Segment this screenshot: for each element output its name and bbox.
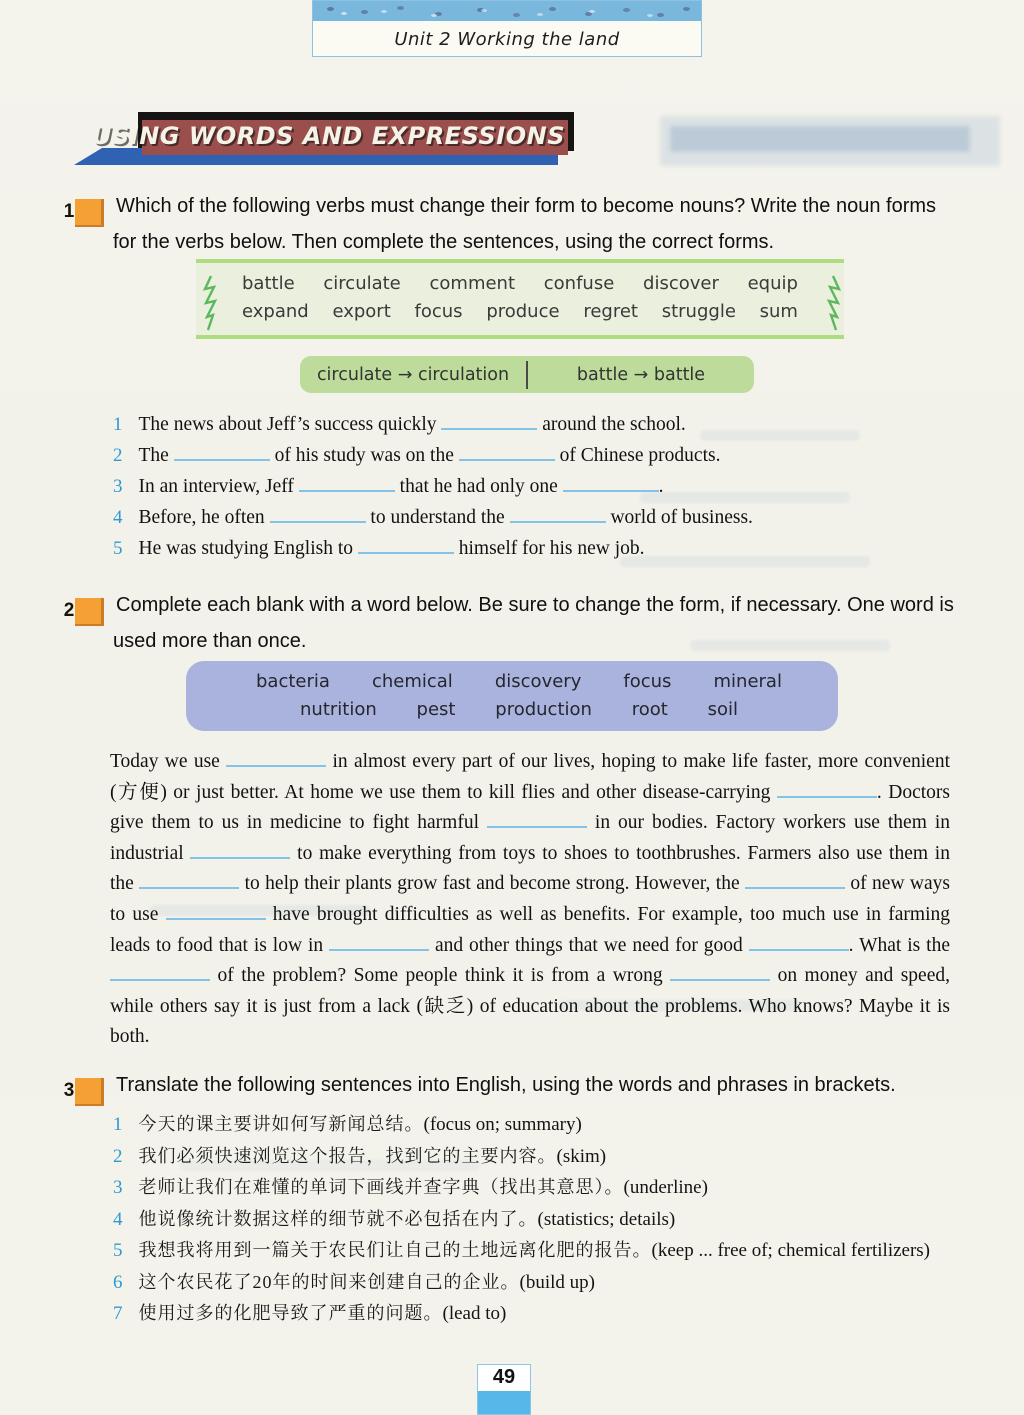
blank-line bbox=[166, 912, 266, 920]
sentence-number: 2 bbox=[113, 445, 123, 466]
sentence-text: world of business. bbox=[605, 507, 753, 528]
exercise1-example-box bbox=[300, 356, 754, 393]
hint-phrase: (statistics; details) bbox=[537, 1208, 676, 1230]
paragraph-text: on money and speed, while others say it is just from a lack (缺乏) of education about the problems. Who knows? Maybe it is both. bbox=[110, 965, 950, 1048]
chinese-sentence: 使用过多的化肥导致了严重的问题。 bbox=[138, 1303, 443, 1323]
chinese-sentence: 他说像统计数据这样的细节就不必包括在内了。 bbox=[138, 1208, 538, 1229]
word-bank-item: produce bbox=[486, 301, 560, 322]
sentence bbox=[113, 476, 973, 507]
word-bank-item: focus bbox=[623, 671, 672, 692]
section-title: USING WORDS AND EXPRESSIONS bbox=[92, 122, 565, 150]
word-bank-item: nutrition bbox=[300, 699, 377, 720]
sentence-text: He was studying English to bbox=[138, 538, 358, 559]
sentence-number: 4 bbox=[113, 507, 123, 528]
hint-phrase: (lead to) bbox=[442, 1303, 507, 1324]
sentence-text: around the school. bbox=[537, 414, 686, 435]
word-bank-item: struggle bbox=[661, 301, 736, 322]
exercise3-items bbox=[113, 1110, 993, 1331]
paragraph-text: have brought difficulties as well as benefits. For example, too much use in farming leads to food that is low in bbox=[110, 903, 950, 956]
exercise2-instruction: Complete each blank with a word below. Be sure to change the form, if necessary. One word is used more than once. bbox=[113, 594, 954, 652]
hint-phrase: (focus on; summary) bbox=[423, 1114, 582, 1135]
blank-line bbox=[190, 851, 290, 859]
sentence-text: himself for his new job. bbox=[453, 538, 645, 559]
page-number-box bbox=[477, 1364, 531, 1415]
word-bank-item: discovery bbox=[494, 671, 582, 692]
paragraph-text: and other things that we need for good bbox=[429, 934, 749, 956]
paragraph-text: . Doctors give them to us in medicine to fight harmful bbox=[110, 781, 950, 834]
paragraph-text: in our bodies. Factory workers use them in industrial bbox=[110, 812, 950, 864]
unit-header-box bbox=[312, 0, 702, 57]
example-item: battle → battle bbox=[576, 364, 706, 385]
word-bank-row bbox=[196, 301, 844, 322]
example-item: circulate → circulation bbox=[316, 364, 510, 385]
word-bank-item: bacteria bbox=[256, 671, 330, 692]
item-number: 3 bbox=[113, 1177, 123, 1198]
paragraph-text: Today we use bbox=[110, 751, 227, 772]
translation-item bbox=[113, 1268, 993, 1300]
blank-line bbox=[358, 546, 454, 554]
translation-item bbox=[113, 1173, 993, 1205]
unit-title: Unit 2 Working the land bbox=[394, 29, 620, 50]
sentence-number: 1 bbox=[113, 414, 123, 435]
sentence-text: to understand the bbox=[365, 507, 510, 528]
exercise3-header bbox=[63, 1070, 955, 1106]
translation-item bbox=[113, 1236, 993, 1268]
paragraph-text: of new ways to use bbox=[110, 873, 950, 925]
chinese-sentence: 老师让我们在难懂的单词下画线并查字典（找出其意思）。 bbox=[138, 1177, 624, 1197]
word-bank-item: discover bbox=[643, 273, 719, 294]
sentence-text: Before, he often bbox=[138, 507, 270, 528]
word-bank-item: soil bbox=[707, 699, 738, 720]
chinese-sentence: 这个农民花了20年的时间来创建自己的企业。 bbox=[138, 1271, 520, 1292]
word-bank-item: root bbox=[631, 699, 668, 720]
chinese-sentence: 我们必须快速浏览这个报告，找到它的主要内容。 bbox=[138, 1145, 557, 1166]
word-bank-item: mineral bbox=[713, 671, 782, 692]
section-banner bbox=[62, 110, 622, 174]
blank-line bbox=[174, 453, 270, 461]
exercise2-paragraph bbox=[110, 747, 950, 1053]
translation-item bbox=[113, 1142, 993, 1174]
word-bank-item: expand bbox=[242, 301, 309, 322]
exercise2-number-badge: 2 bbox=[75, 598, 104, 626]
sentence-text: The bbox=[138, 445, 174, 466]
exercise3-number-badge: 3 bbox=[75, 1078, 104, 1106]
word-bank-row bbox=[196, 273, 844, 294]
sentence-text: The news about Jeff’s success quickly bbox=[138, 414, 442, 435]
word-bank-item: comment bbox=[429, 273, 516, 294]
blank-line bbox=[777, 790, 877, 798]
sentence-number: 3 bbox=[113, 476, 123, 497]
blank-line bbox=[749, 943, 849, 951]
paragraph-text: to help their plants grow fast and become strong. However, the bbox=[239, 873, 746, 895]
translation-item bbox=[113, 1299, 993, 1331]
blank-line bbox=[745, 881, 845, 889]
exercise3-instruction: Translate the following sentences into English, using the words and phrases in brackets. bbox=[116, 1074, 896, 1096]
item-number: 6 bbox=[113, 1271, 123, 1293]
word-bank-item: confuse bbox=[543, 273, 615, 294]
zigzag-decoration-left bbox=[202, 275, 218, 331]
exercise1-header bbox=[63, 191, 955, 258]
word-bank-item: battle bbox=[242, 273, 295, 294]
hint-phrase: (keep ... free of; chemical fertilizers) bbox=[651, 1240, 931, 1261]
word-bank-item: circulate bbox=[323, 273, 401, 294]
word-bank-item: export bbox=[332, 301, 391, 322]
exercise1-sentences bbox=[113, 414, 973, 569]
paragraph-text: . What is the bbox=[848, 934, 950, 956]
blank-line bbox=[459, 453, 555, 461]
blank-line bbox=[441, 422, 537, 430]
page-number-band bbox=[478, 1391, 530, 1414]
exercise1-instruction: Which of the following verbs must change their form to become nouns? Write the noun forms for the verbs below. Then complete the sentences, using the correct forms. bbox=[113, 195, 937, 253]
blank-line bbox=[329, 943, 429, 951]
item-number: 4 bbox=[113, 1208, 123, 1230]
page-number: 49 bbox=[492, 1366, 516, 1388]
zigzag-decoration-right bbox=[826, 275, 842, 331]
word-bank-item: chemical bbox=[371, 671, 453, 692]
word-bank-item: sum bbox=[759, 301, 798, 322]
bleedthrough-banner-artifact bbox=[660, 116, 1000, 166]
exercise1-number-badge: 1 bbox=[75, 199, 104, 227]
blank-line bbox=[510, 515, 606, 523]
blank-line bbox=[563, 484, 659, 492]
droplet-highlight-decoration bbox=[341, 12, 347, 15]
item-number: 5 bbox=[113, 1240, 123, 1261]
blank-line bbox=[299, 484, 395, 492]
hint-phrase: (underline) bbox=[623, 1177, 708, 1198]
exercise1-word-bank bbox=[196, 259, 844, 339]
translation-item bbox=[113, 1110, 993, 1142]
word-bank-row bbox=[186, 692, 838, 720]
item-number: 1 bbox=[113, 1114, 123, 1135]
blank-line bbox=[110, 973, 210, 981]
chinese-sentence: 我想我将用到一篇关于农民们让自己的土地远离化肥的报告。 bbox=[138, 1240, 652, 1260]
sentence-number: 5 bbox=[113, 538, 123, 559]
paragraph-text: in almost every part of our lives, hoping to make life faster, more convenient (方便) or just better. At home we use them to kill flies and other disease-carrying bbox=[110, 751, 951, 803]
exercise2-header bbox=[63, 590, 955, 657]
sentence bbox=[113, 538, 973, 569]
word-bank-item: equip bbox=[747, 273, 798, 294]
word-bank-item: regret bbox=[583, 301, 638, 322]
blank-line bbox=[226, 759, 326, 767]
droplet-decoration bbox=[327, 7, 334, 11]
blank-line bbox=[139, 881, 239, 889]
word-bank-row bbox=[186, 661, 838, 692]
water-droplets-band bbox=[313, 1, 701, 21]
sentence-text: In an interview, Jeff bbox=[138, 476, 299, 497]
word-bank-item: production bbox=[495, 699, 592, 720]
sentence-text: . bbox=[658, 476, 664, 497]
item-number: 7 bbox=[113, 1303, 123, 1324]
blank-line bbox=[270, 515, 366, 523]
sentence-text: of his study was on the bbox=[269, 445, 459, 466]
sentence-text: that he had only one bbox=[394, 476, 563, 497]
blank-line bbox=[487, 820, 587, 828]
exercise2-word-bank bbox=[186, 661, 838, 731]
sentence bbox=[113, 414, 973, 445]
paragraph-text: to make everything from toys to shoes to toothbrushes. Farmers also use them in the bbox=[110, 842, 950, 895]
sentence bbox=[113, 507, 973, 538]
translation-item bbox=[113, 1205, 993, 1237]
blank-line bbox=[670, 973, 770, 981]
sentence-text: of Chinese products. bbox=[554, 445, 721, 466]
item-number: 2 bbox=[113, 1145, 123, 1167]
paragraph-text: of the problem? Some people think it is from a wrong bbox=[210, 965, 671, 987]
word-bank-item: pest bbox=[416, 699, 456, 720]
sentence bbox=[113, 445, 973, 476]
hint-phrase: (skim) bbox=[556, 1145, 607, 1167]
word-bank-item: focus bbox=[414, 301, 463, 322]
hint-phrase: (build up) bbox=[519, 1271, 595, 1293]
chinese-sentence: 今天的课主要讲如何写新闻总结。 bbox=[138, 1114, 424, 1134]
